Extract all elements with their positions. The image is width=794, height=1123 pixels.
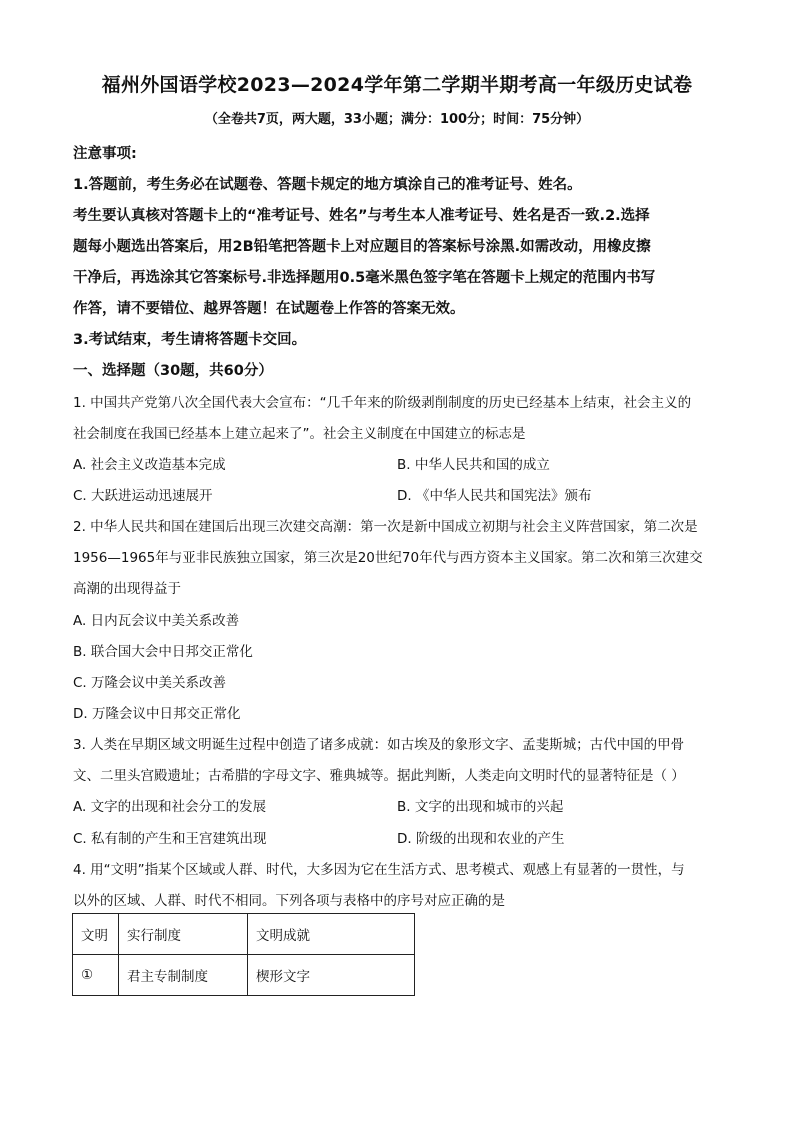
table-cell: 君主专制制度 — [119, 955, 248, 996]
question-1-option-b: B. 中华人民共和国的成立 — [397, 457, 550, 473]
question-3-text: 文、二里头宫殿遗址；古希腊的字母文字、雅典城等。据此判断，人类走向文明时代的显著特征是（ ） — [73, 768, 685, 784]
question-3-option-d: D. 阶级的出现和农业的产生 — [397, 831, 565, 847]
question-1-option-c: C. 大跃进运动迅速展开 — [73, 488, 213, 504]
question-1-text: 1. 中国共产党第八次全国代表大会宣布：“几千年来的阶级剥削制度的历史已经基本上结束，社会主义的 — [73, 395, 692, 411]
civilization-table — [72, 913, 415, 996]
table-header-cell: 实行制度 — [119, 914, 248, 955]
notice-heading: 注意事项: — [73, 146, 137, 162]
question-2-option-c: C. 万隆会议中美关系改善 — [73, 675, 227, 691]
table-row — [73, 955, 415, 996]
question-3-option-a: A. 文字的出现和社会分工的发展 — [73, 799, 267, 815]
table-cell: 楔形文字 — [248, 955, 415, 996]
notice-line: 干净后，再选涂其它答案标号.非选择题用0.5毫米黑色签字笔在答题卡上规定的范围内书写 — [73, 270, 656, 286]
notice-line: 1.答题前，考生务必在试题卷、答题卡规定的地方填涂自己的准考证号、姓名。 — [73, 177, 582, 193]
exam-subtitle: （全卷共7页，两大题，33小题；满分：100分；时间：75分钟） — [204, 112, 590, 127]
question-2-option-d: D. 万隆会议中日邦交正常化 — [73, 706, 241, 722]
exam-title: 福州外国语学校2023—2024学年第二学期半期考高一年级历史试卷 — [101, 74, 693, 96]
notice-line: 作答，请不要错位、越界答题！在试题卷上作答的答案无效。 — [73, 301, 465, 317]
question-1-option-d: D. 《中华人民共和国宪法》颁布 — [397, 488, 592, 504]
question-3-option-b: B. 文字的出现和城市的兴起 — [397, 799, 564, 815]
notice-line: 题每小题选出答案后，用2B铅笔把答题卡上对应题目的答案标号涂黑.如需改动，用橡皮擦 — [73, 239, 651, 255]
question-4-text: 4. 用“文明”指某个区域或人群、时代，大多因为它在生活方式、思考模式、观感上有显著的一贯性，与 — [73, 862, 685, 878]
table-header-cell: 文明 — [73, 914, 119, 955]
section-title: 一、选择题（30题，共60分） — [73, 363, 273, 379]
question-2-option-b: B. 联合国大会中日邦交正常化 — [73, 644, 253, 660]
notice-line: 3.考试结束，考生请将答题卡交回。 — [73, 332, 307, 348]
question-1-text: 社会制度在我国已经基本上建立起来了”。社会主义制度在中国建立的标志是 — [73, 426, 526, 442]
question-2-option-a: A. 日内瓦会议中美关系改善 — [73, 613, 240, 629]
question-2-text: 2. 中华人民共和国在建国后出现三次建交高潮：第一次是新中国成立初期与社会主义阵营国家，第二次是 — [73, 519, 698, 535]
question-2-text: 高潮的出现得益于 — [73, 581, 181, 597]
question-1-option-a: A. 社会主义改造基本完成 — [73, 457, 226, 473]
table-header-cell: 文明成就 — [248, 914, 415, 955]
table-header-row — [73, 914, 415, 955]
question-2-text: 1956—1965年与亚非民族独立国家，第三次是20世纪70年代与西方资本主义国家。第二次和第三次建交 — [73, 550, 703, 566]
notice-line: 考生要认真核对答题卡上的“准考证号、姓名”与考生本人准考证号、姓名是否一致.2.选择 — [73, 208, 650, 224]
table-cell: ① — [73, 955, 119, 996]
question-4-text: 以外的区域、人群、时代不相同。下列各项与表格中的序号对应正确的是 — [73, 893, 505, 909]
question-3-option-c: C. 私有制的产生和王宫建筑出现 — [73, 831, 267, 847]
question-3-text: 3. 人类在早期区域文明诞生过程中创造了诸多成就：如古埃及的象形文字、孟斐斯城；古代中国的甲骨 — [73, 737, 685, 753]
